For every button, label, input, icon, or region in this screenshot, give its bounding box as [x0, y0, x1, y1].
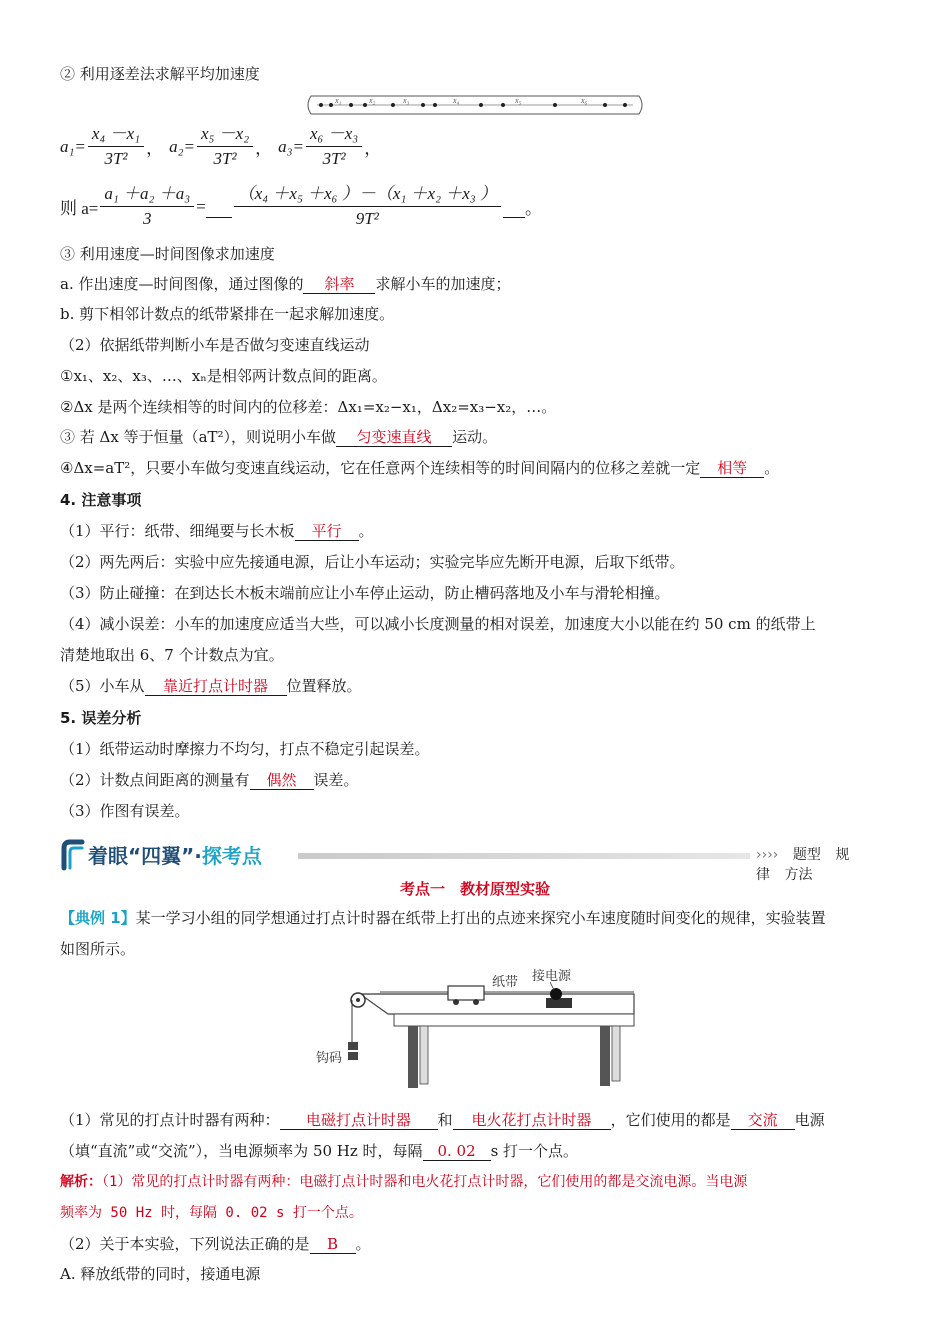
error-3: （3）作图有误差。: [60, 802, 190, 820]
a2-denominator: 3T²: [213, 149, 237, 168]
q1-and: 和: [437, 1111, 453, 1129]
label-tape: 纸带: [492, 975, 519, 990]
timer: [550, 988, 562, 1000]
note-2: （2）两先两后：实验中应先接通电源，后让小车运动；实验完毕应先断开电源，后取下纸带。: [60, 553, 685, 571]
option-a: A. 释放纸带的同时，接通电源: [60, 1265, 261, 1283]
a3-fraction: [306, 124, 362, 169]
avg-fraction: [100, 184, 194, 229]
sep1: ，: [146, 139, 164, 158]
tape-label-x3: x₃: [403, 96, 410, 105]
answer-equal: 相等: [700, 459, 764, 478]
analysis-text: （1）常见的打点计时器有两种：电磁打点计时器和电火花打点计时器，它们使用的都是交流电源。当电源: [102, 1174, 748, 1190]
label-weight: 钩码: [316, 1051, 343, 1066]
note-1-tail: 。: [358, 522, 374, 540]
question1-line1: [60, 1110, 894, 1130]
question1-line2: [60, 1141, 894, 1161]
avg-answer-denominator: 9T²: [355, 209, 379, 228]
answer-interval: 0. 02: [423, 1142, 491, 1161]
judge-item2: ②Δx 是两个连续相等的时间内的位移差：Δx₁=x₂−x₁，Δx₂=x₃−x₂，…。: [60, 398, 557, 416]
q2-tail: 。: [355, 1235, 371, 1253]
banner-title-part2: 探考点: [201, 844, 262, 868]
q1-line2-tail: s 打一个点。: [490, 1142, 579, 1160]
answer-parallel: 平行: [295, 522, 359, 541]
banner-dot: ·: [194, 844, 202, 868]
analysis-line2: 频率为 50 Hz 时，每隔 0. 02 s 打一个点。: [60, 1205, 363, 1221]
banner-title-part1: 着眼“四翼”: [88, 844, 195, 868]
avg-prefix: 则 a=: [60, 199, 99, 218]
a3-numerator: x₆ －x₃: [306, 124, 362, 147]
q1-mid: ，它们使用的都是: [610, 1111, 731, 1129]
a1-lhs: a₁=: [60, 136, 86, 156]
avg-numerator: a₁ ＋a₂ ＋a₃: [100, 184, 194, 207]
a1-numerator: x₄ －x₁: [88, 124, 144, 147]
answer-slope: 斜率: [303, 275, 375, 294]
timer-base: [546, 998, 572, 1008]
question2: [60, 1234, 894, 1254]
avg-end: 。: [524, 199, 542, 218]
example-line2: 如图所示。: [60, 940, 136, 958]
tape-label-x2: x₂: [369, 96, 376, 105]
judge-item3-text: ③ 若 Δx 等于恒量（aT²），则说明小车做: [60, 428, 337, 446]
tape-label-x5: x₅: [515, 96, 522, 105]
tape-label-x1: x₁: [335, 96, 342, 105]
analysis-label: 解析：: [60, 1174, 102, 1190]
example-line1: [60, 908, 894, 928]
answer-b: B: [310, 1235, 356, 1254]
avg-denominator: 3: [143, 209, 152, 228]
example-text: 某一学习小组的同学想通过打点计时器在纸带上打出的点迹来探究小车速度随时间变化的规律，实验装置: [135, 909, 826, 927]
blank-right: [503, 203, 525, 218]
note-4-line1: （4）减小误差：小车的加速度应适当大些，可以减小长度测量的相对误差，加速度大小以能在约 50 cm 的纸带上: [60, 615, 816, 633]
apparatus-figure: [300, 964, 650, 1104]
a2-numerator: x₅ －x₂: [197, 124, 253, 147]
banner-item-types: 题型: [792, 847, 821, 863]
avg-equals: =: [196, 196, 206, 216]
note-5-text: （5）小车从: [60, 677, 145, 695]
avg-answer-numerator: （x₄ ＋x₅ ＋x₆ ）－（x₁ ＋x₂ ＋x₃ ）: [234, 184, 501, 207]
blank-left: [206, 203, 232, 218]
judge-item3-tail: 运动。: [452, 428, 498, 446]
judge-title: （2）依据纸带判断小车是否做匀变速直线运动: [60, 336, 370, 354]
answer-random: 偶然: [250, 771, 314, 790]
error-1: （1）纸带运动时摩擦力不均匀，打点不稳定引起误差。: [60, 740, 430, 758]
method3-title: ③ 利用速度—时间图像求加速度: [60, 245, 275, 263]
judge-item1: ①x₁、x₂、x₃、…、xₙ是相邻两计数点间的距离。: [60, 367, 387, 385]
banner-item-rules: 规律: [756, 847, 850, 883]
banner-arrows-icon: ››››: [756, 847, 779, 863]
cart: [448, 986, 484, 1000]
sep3: ，: [364, 139, 382, 158]
note-1: [60, 521, 894, 541]
error-2-text: （2）计数点间距离的测量有: [60, 771, 250, 789]
formula-a1-a3: [60, 124, 381, 169]
notes-heading: 4. 注意事项: [60, 491, 142, 509]
tape-label-x6: x₆: [581, 96, 588, 105]
a1-fraction: [88, 124, 144, 169]
sep2: ，: [255, 139, 273, 158]
hook-weight-2: [348, 1052, 358, 1060]
error-2-tail: 误差。: [313, 771, 359, 789]
q1-line2-text: （填“直流”或“交流”），当电源频率为 50 Hz 时，每隔: [60, 1142, 423, 1160]
q1-tail: 电源: [794, 1111, 825, 1129]
answer-spark-timer: 电火花打点计时器: [453, 1111, 611, 1130]
method2-title: ② 利用逐差法求解平均加速度: [60, 65, 260, 83]
avg-answer-fraction: [234, 184, 501, 229]
note-5: [60, 676, 894, 696]
judge-item3: [60, 427, 894, 447]
a2-lhs: a₂=: [169, 136, 195, 156]
method3-a-text: a. 作出速度—时间图像，通过图像的: [60, 275, 304, 293]
banner-item-methods: 方法: [784, 867, 813, 883]
banner-title: [88, 840, 262, 869]
banner-bar: [298, 853, 750, 859]
judge-item4: [60, 458, 894, 478]
label-power: 接电源: [532, 969, 572, 984]
judge-item4-text: ④Δx=aT²，只要小车做匀变速直线运动，它在任意两个连续相等的时间间隔内的位移之差就一定: [60, 459, 701, 477]
q1-text: （1）常见的打点计时器有两种：: [60, 1111, 280, 1129]
a3-lhs: a₃=: [278, 136, 305, 156]
method3-a-tail: 求解小车的加速度；: [375, 275, 511, 293]
note-1-text: （1）平行：纸带、细绳要与长木板: [60, 522, 295, 540]
banner-bracket-icon: [60, 838, 88, 872]
note-4-line2: 清楚地取出 6、7 个计数点为宜。: [60, 646, 284, 664]
analysis-line1: [60, 1172, 894, 1192]
answer-em-timer: 电磁打点计时器: [280, 1111, 438, 1130]
note-3: （3）防止碰撞：在到达长木板末端前应让小车停止运动，防止槽码落地及小车与滑轮相撞。: [60, 584, 670, 602]
judge-item4-tail: 。: [764, 459, 780, 477]
answer-ac: 交流: [731, 1111, 795, 1130]
a3-denominator: 3T²: [322, 149, 346, 168]
a1-denominator: 3T²: [104, 149, 128, 168]
a2-fraction: [197, 124, 253, 169]
tape-label-x4: x₄: [453, 96, 460, 105]
method3-a: [60, 274, 894, 294]
answer-uniform: 匀变速直线: [336, 428, 452, 447]
error-2: [60, 770, 894, 790]
example-tag: 【典例 1】: [60, 909, 136, 927]
answer-near-timer: 靠近打点计时器: [145, 677, 287, 696]
hook-weight-1: [348, 1042, 358, 1050]
errors-heading: 5. 误差分析: [60, 709, 142, 727]
q2-text: （2）关于本实验，下列说法正确的是: [60, 1235, 310, 1253]
method3-b: b. 剪下相邻计数点的纸带紧排在一起求解加速度。: [60, 305, 395, 323]
paper-tape-figure: [305, 92, 645, 118]
section-banner: [60, 838, 860, 883]
note-5-tail: 位置释放。: [286, 677, 362, 695]
formula-average: [60, 184, 542, 229]
section-title: 考点一 教材原型实验: [399, 880, 550, 898]
